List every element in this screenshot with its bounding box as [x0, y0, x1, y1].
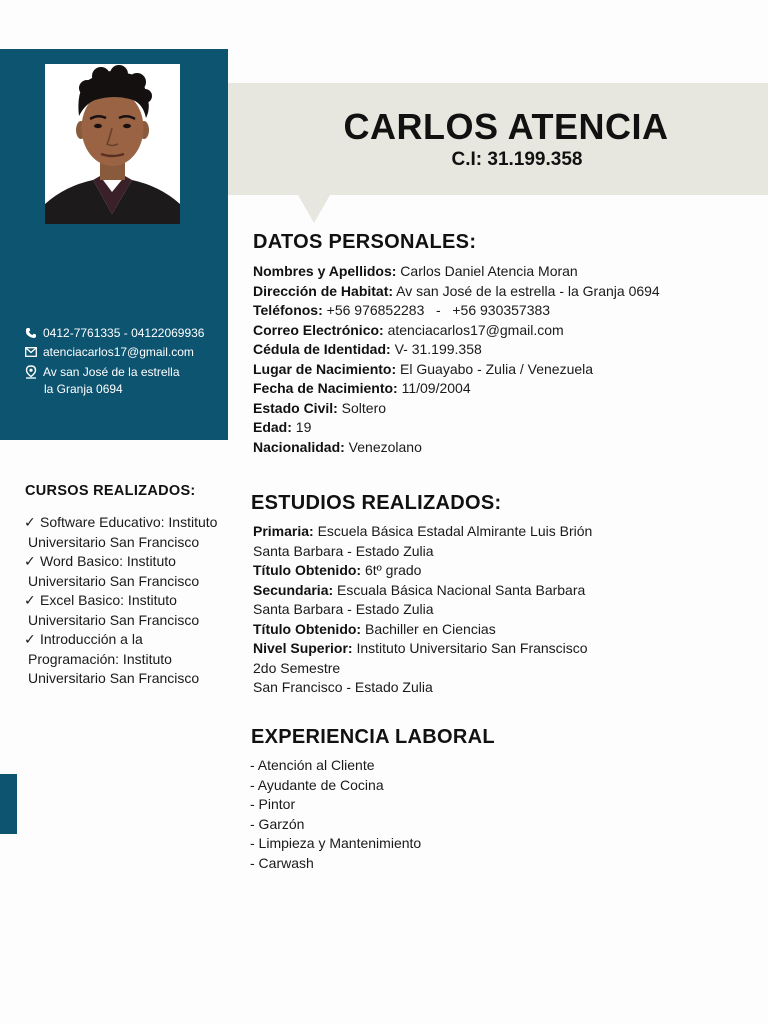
- contact-phone: [24, 325, 204, 342]
- checkmark-icon: ✓: [24, 514, 36, 530]
- education-row: Título Obtenido: Bachiller en Ciencias: [253, 620, 496, 637]
- education-row: Título Obtenido: 6tº grado: [253, 562, 422, 578]
- personal-data-row: Dirección de Habitat: Av san José de la estrella - la Granja 0694: [253, 282, 660, 299]
- decorative-tab: [0, 774, 17, 834]
- checkmark-icon: ✓: [24, 631, 36, 647]
- personal-data-row: Nombres y Apellidos: Carlos Daniel Atencia Moran: [253, 263, 578, 279]
- education-row: Secundaria: Escuala Básica Nacional Santa Barbara: [253, 581, 586, 598]
- course-item: ✓ Introducción a la Programación: Instituto Universitario San Francisco: [24, 631, 200, 686]
- experience-list: [250, 756, 421, 873]
- education-row: Nivel Superior: Instituto Universitario San Franscisco: [253, 640, 588, 656]
- personal-data-row: Nacionalidad: Venezolano: [253, 438, 422, 455]
- contact-email: [24, 344, 194, 361]
- personal-data-row: Lugar de Nacimiento: El Guayabo - Zulia / Venezuela: [253, 360, 594, 377]
- courses-list: [24, 513, 234, 689]
- experience-item: - Limpieza y Mantenimiento: [250, 835, 422, 851]
- personal-data-row: Correo Electrónico: atenciacarlos17@gmail.com: [253, 321, 564, 338]
- experience-item: - Atención al Cliente: [250, 757, 375, 773]
- experience-heading: EXPERIENCIA LABORAL: [251, 726, 495, 748]
- education-list: [253, 522, 592, 698]
- education-row: Santa Barbara - Estado Zulia: [253, 601, 434, 617]
- education-row: Santa Barbara - Estado Zulia: [253, 542, 434, 559]
- profile-photo: [45, 64, 180, 224]
- page-title: CARLOS ATENCIA: [343, 106, 669, 147]
- education-heading: ESTUDIOS REALIZADOS:: [251, 492, 502, 514]
- mail-icon: [24, 344, 37, 359]
- education-row: Primaria: Escuela Básica Estadal Almirante Luis Brión: [253, 523, 593, 539]
- personal-data-row: Estado Civil: Soltero: [253, 399, 387, 416]
- course-item: ✓ Excel Basico: Instituto Universitario San Francisco: [24, 592, 200, 628]
- course-item: ✓ Word Basico: Instituto Universitario San Francisco: [24, 553, 200, 589]
- location-pin-icon: [24, 364, 37, 379]
- contact-email-text: atenciacarlos17@gmail.com: [43, 345, 194, 359]
- personal-data-row: Teléfonos: +56 976852283 - +56 930357383: [253, 302, 551, 318]
- courses-heading: CURSOS REALIZADOS:: [25, 483, 196, 499]
- experience-item: - Pintor: [250, 796, 296, 812]
- contact-address-line2: la Granja 0694: [44, 382, 123, 396]
- course-item: ✓ Software Educativo: Instituto Universitario San Francisco: [24, 514, 218, 550]
- experience-item: - Garzón: [250, 815, 305, 832]
- contact-phone-text: 0412-7761335 - 04122069936: [43, 326, 205, 340]
- header-pointer: [298, 195, 330, 223]
- education-row: San Francisco - Estado Zulia: [253, 679, 433, 695]
- education-row: 2do Semestre: [253, 659, 341, 676]
- phone-icon: [24, 325, 37, 340]
- personal-data-list: [253, 262, 660, 457]
- id-number: C.I: 31.199.358: [451, 149, 583, 170]
- personal-data-heading: DATOS PERSONALES:: [253, 231, 477, 253]
- experience-item: - Ayudante de Cocina: [250, 776, 384, 793]
- personal-data-row: Edad: 19: [253, 419, 312, 435]
- personal-data-row: Fecha de Nacimiento: 11/09/2004: [253, 380, 471, 396]
- checkmark-icon: ✓: [24, 553, 36, 569]
- personal-data-row: Cédula de Identidad: V- 31.199.358: [253, 341, 482, 357]
- experience-item: - Carwash: [250, 854, 314, 871]
- checkmark-icon: ✓: [24, 592, 36, 608]
- contact-address: [24, 364, 180, 398]
- contact-address-line1: Av san José de la estrella: [43, 365, 180, 379]
